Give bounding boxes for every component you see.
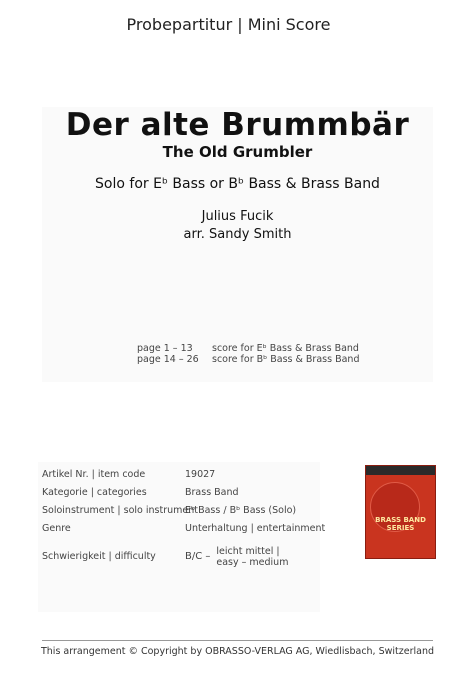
footer-divider — [42, 640, 433, 641]
genre-value: Unterhaltung | entertainment — [185, 523, 326, 534]
page-range-row — [137, 343, 359, 354]
arranger: arr. Sandy Smith — [183, 227, 292, 242]
page-range-desc: score for Bᵇ Bass & Brass Band — [212, 354, 360, 365]
subtitle: The Old Grumbler — [162, 143, 313, 161]
composer: Julius Fucik — [201, 209, 274, 224]
solo-instrument-label: Soloinstrument | solo instrument — [42, 505, 198, 516]
page-range-row — [137, 354, 359, 365]
info-panel — [38, 462, 320, 612]
category-value: Brass Band — [185, 487, 239, 498]
difficulty-grade: B/C – — [185, 551, 211, 562]
page-ranges — [137, 343, 359, 365]
category-label: Kategorie | categories — [42, 487, 147, 498]
main-title: Der alte Brummbär — [65, 107, 410, 143]
item-code-label: Artikel Nr. | item code — [42, 469, 146, 480]
page-range-pages: page 14 – 26 — [137, 354, 199, 365]
series-cover-name: BRASS BAND SERIES — [375, 516, 426, 532]
difficulty-value — [185, 546, 288, 568]
difficulty-label: Schwierigkeit | difficulty — [42, 551, 156, 562]
difficulty-levels — [216, 546, 288, 568]
copyright-notice: This arrangement © Copyright by OBRASSO-VERLAG AG, Wiedlisbach, Switzerland — [40, 646, 435, 657]
solo-instrument-value: Eᵇ Bass / Bᵇ Bass (Solo) — [185, 505, 297, 516]
instrumentation: Solo for Eᵇ Bass or Bᵇ Bass & Brass Band — [95, 176, 380, 192]
series-cover-image — [365, 465, 436, 559]
item-code-value: 19027 — [185, 469, 216, 480]
genre-label: Genre — [42, 523, 71, 534]
page-range-pages: page 1 – 13 — [137, 343, 193, 354]
header-label: Probepartitur | Mini Score — [126, 15, 331, 34]
series-cover-topbar — [366, 466, 435, 475]
page-range-desc: score for Eᵇ Bass & Brass Band — [212, 343, 359, 354]
difficulty-level-en: easy – medium — [216, 557, 289, 568]
difficulty-level-de: leicht mittel | — [216, 546, 280, 557]
